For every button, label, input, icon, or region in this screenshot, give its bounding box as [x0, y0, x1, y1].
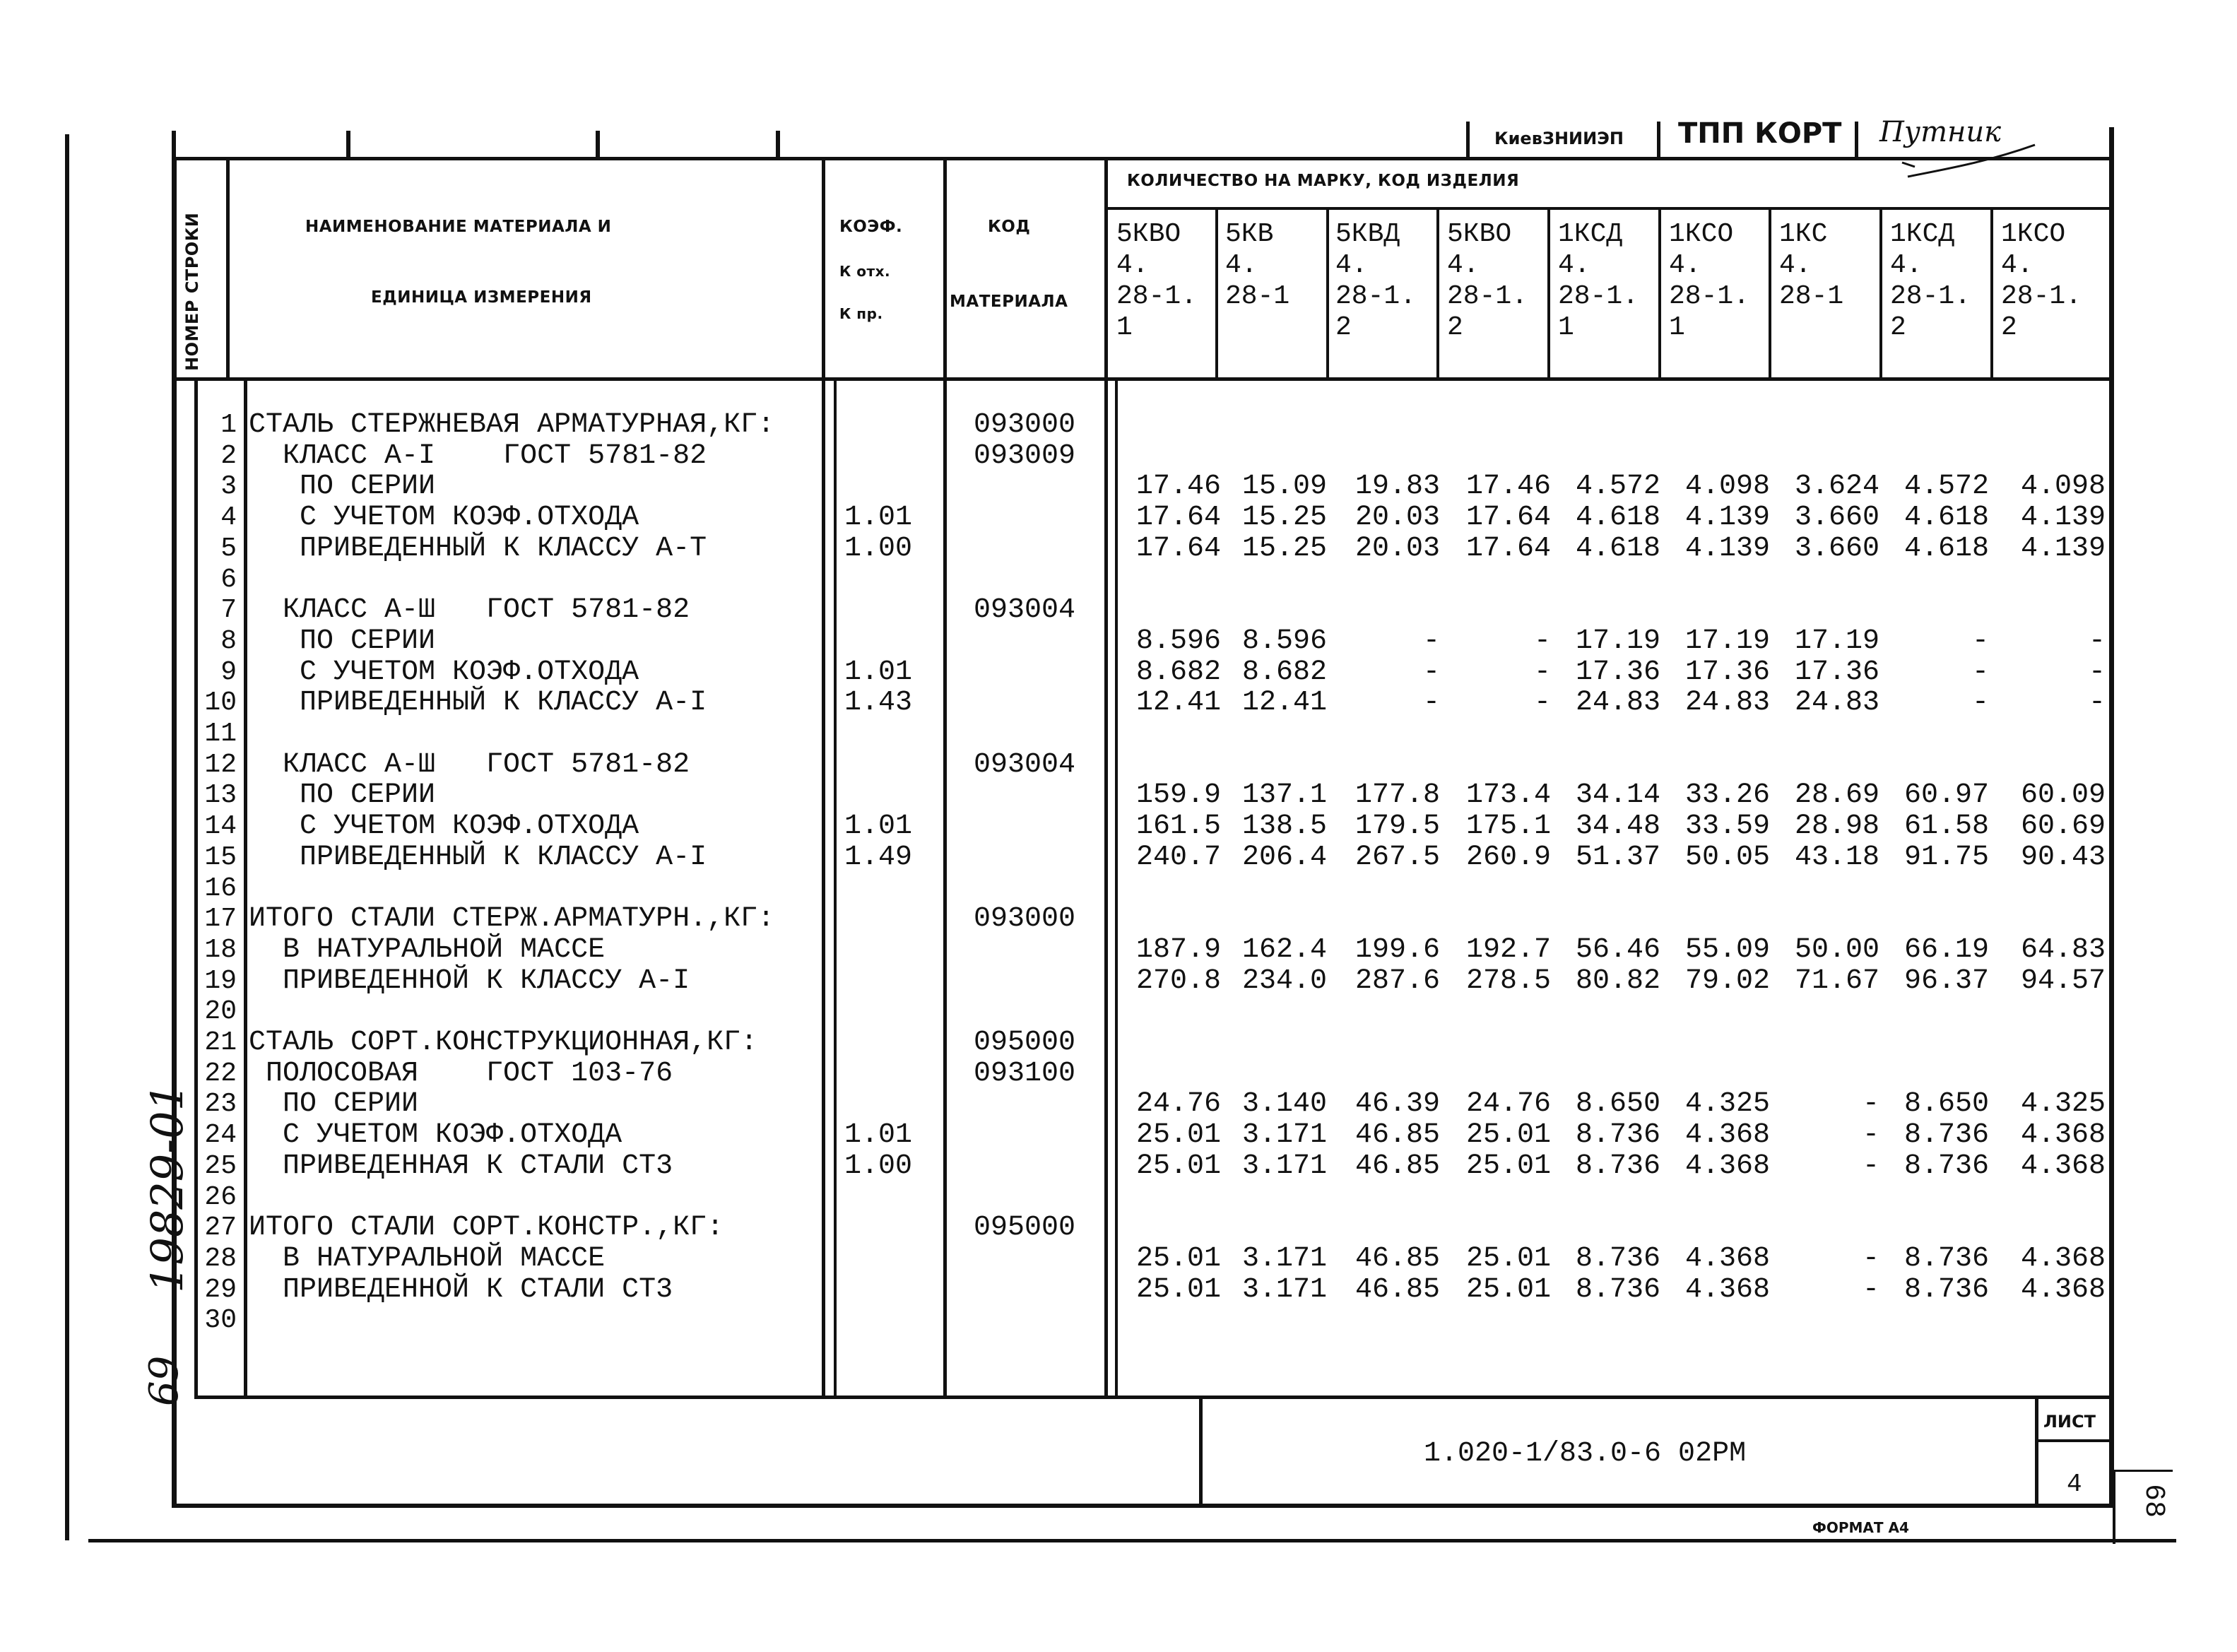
quantity-cell: 17.64: [1135, 502, 1221, 534]
material-name: С УЧЕТОМ КОЭФ.ОТХОДА: [249, 502, 639, 534]
material-name-header-1: НАИМЕНОВАНИЕ МАТЕРИАЛА И: [305, 218, 612, 236]
product-column-mark: 1КСД: [1558, 219, 1623, 249]
quantity-cell: 96.37: [1903, 964, 1989, 997]
row-number: 9: [220, 656, 237, 688]
quantity-cell: 71.67: [1794, 964, 1879, 997]
code-header-2: МАТЕРИАЛА: [950, 293, 1068, 311]
stamp-institute: КиевЗНИИЭП: [1494, 129, 1624, 148]
quantity-cell: 159.9: [1135, 779, 1221, 812]
quantity-cell: 25.01: [1465, 1242, 1551, 1275]
coef-value: 1.01: [844, 502, 913, 534]
quantity-cell: 15.25: [1241, 502, 1327, 534]
quantity-cell: -: [1862, 1273, 1879, 1306]
quantity-cell: 91.75: [1903, 841, 1989, 873]
quantity-cell: 25.01: [1465, 1119, 1551, 1152]
material-name: КЛАСС А-I ГОСТ 5781-82: [249, 439, 707, 472]
quantity-cell: 46.85: [1354, 1150, 1440, 1182]
quantity-cell: 24.83: [1794, 687, 1879, 719]
product-column-l4: 2: [1447, 312, 1463, 343]
quantity-cell: 4.368: [2020, 1150, 2106, 1182]
stamp-signature: Путник: [1879, 116, 2002, 148]
quantity-cell: -: [1862, 1150, 1879, 1182]
material-code: 093100: [974, 1057, 1076, 1090]
quantity-cell: 3.624: [1794, 471, 1879, 503]
material-name: КЛАСС А-Ш ГОСТ 5781-82: [249, 594, 690, 627]
quantity-cell: 3.171: [1241, 1242, 1327, 1275]
quantity-cell: 4.572: [1903, 471, 1989, 503]
product-column-l2: 4.: [1779, 250, 1812, 281]
quantity-cell: -: [1971, 687, 1989, 719]
quantity-cell: 17.64: [1465, 532, 1551, 565]
quantity-cell: 278.5: [1465, 964, 1551, 997]
material-name: С УЧЕТОМ КОЭФ.ОТХОДА: [249, 656, 639, 688]
quantity-cell: 17.36: [1684, 656, 1770, 688]
quantity-cell: 4.368: [1684, 1150, 1770, 1182]
coef-value: 1.01: [844, 656, 913, 688]
material-name: ИТОГО СТАЛИ СОРТ.КОНСТР.,КГ:: [249, 1212, 724, 1244]
product-column-l2: 4.: [1669, 250, 1701, 281]
product-column-l2: 4.: [1335, 250, 1368, 281]
code-header-1: КОД: [988, 218, 1031, 236]
quantity-cell: 46.85: [1354, 1119, 1440, 1152]
quantity-cell: -: [2088, 687, 2106, 719]
quantity-cell: 4.139: [2020, 532, 2106, 565]
quantity-cell: 3.140: [1241, 1088, 1327, 1121]
row-number: 24: [204, 1120, 237, 1151]
quantity-cell: 64.83: [2020, 933, 2106, 966]
material-name: ПО СЕРИИ: [249, 779, 436, 812]
quantity-cell: 4.139: [2020, 502, 2106, 534]
product-column-mark: 1КСД: [1890, 219, 1955, 249]
quantity-cell: -: [1422, 687, 1440, 719]
quantity-cell: 8.650: [1903, 1088, 1989, 1121]
quantity-cell: 206.4: [1241, 841, 1327, 873]
quantity-cell: 25.01: [1135, 1150, 1221, 1182]
material-code: 095000: [974, 1212, 1076, 1244]
quantity-cell: 8.736: [1575, 1150, 1660, 1182]
quantity-cell: 4.139: [1684, 502, 1770, 534]
row-number: 7: [220, 595, 237, 626]
quantity-cell: 3.171: [1241, 1150, 1327, 1182]
quantity-cell: 4.098: [2020, 471, 2106, 503]
quantity-cell: 15.09: [1241, 471, 1327, 503]
product-column-mark: 1КС: [1779, 219, 1828, 249]
row-number: 20: [204, 996, 237, 1027]
product-column-mark: 5КВД: [1335, 219, 1400, 249]
quantity-cell: 8.736: [1903, 1150, 1989, 1182]
quantity-cell: 267.5: [1354, 841, 1440, 873]
quantity-cell: 60.09: [2020, 779, 2106, 812]
row-number: 19: [204, 965, 237, 996]
material-name: ПО СЕРИИ: [249, 625, 436, 657]
product-column-l3: 28-1.: [1890, 281, 1971, 312]
coef-header-3: К пр.: [839, 305, 883, 322]
quantity-cell: -: [1971, 656, 1989, 688]
quantity-cell: 8.736: [1903, 1119, 1989, 1152]
material-code: 093004: [974, 594, 1076, 627]
quantity-cell: 8.736: [1903, 1242, 1989, 1275]
quantity-cell: 28.69: [1794, 779, 1879, 812]
row-number: 4: [220, 502, 237, 533]
quantity-cell: 187.9: [1135, 933, 1221, 966]
quantity-cell: 17.36: [1575, 656, 1660, 688]
row-number: 2: [220, 440, 237, 471]
format-label: ФОРМАТ А4: [1812, 1519, 1909, 1536]
quantity-cell: -: [1862, 1119, 1879, 1152]
quantity-cell: 28.98: [1794, 810, 1879, 843]
quantity-cell: 79.02: [1684, 964, 1770, 997]
quantity-cell: 260.9: [1465, 841, 1551, 873]
material-name: КЛАСС А-Ш ГОСТ 5781-82: [249, 748, 690, 781]
quantity-cell: 8.596: [1241, 625, 1327, 657]
row-number: 12: [204, 749, 237, 780]
product-column-l3: 28-1.: [1558, 281, 1639, 312]
quantity-cell: 61.58: [1903, 810, 1989, 843]
product-column-l3: 28-1.: [1116, 281, 1198, 312]
quantity-cell: 8.650: [1575, 1088, 1660, 1121]
material-code: 095000: [974, 1027, 1076, 1058]
quantity-cell: 4.618: [1575, 532, 1660, 565]
quantity-cell: 8.596: [1135, 625, 1221, 657]
corner-page: 68: [2137, 1484, 2169, 1518]
quantity-cell: 33.26: [1684, 779, 1770, 812]
sheet-number: 4: [2067, 1470, 2082, 1499]
product-column-l3: 28-1.: [1447, 281, 1528, 312]
product-column-l3: 28-1: [1779, 281, 1844, 312]
coef-value: 1.00: [844, 532, 913, 565]
quantity-cell: -: [2088, 625, 2106, 657]
product-column-l4: 1: [1558, 312, 1574, 343]
quantity-cell: 17.36: [1794, 656, 1879, 688]
row-number: 30: [204, 1305, 237, 1336]
quantity-cell: 17.46: [1465, 471, 1551, 503]
quantity-cell: 60.97: [1903, 779, 1989, 812]
quantity-cell: 17.19: [1684, 625, 1770, 657]
quantity-cell: 24.83: [1684, 687, 1770, 719]
designation: 1.020-1/83.0-6 02РМ: [1424, 1438, 1747, 1470]
quantity-cell: 175.1: [1465, 810, 1551, 843]
quantity-header: КОЛИЧЕСТВО НА МАРКУ, КОД ИЗДЕЛИЯ: [1127, 172, 1520, 190]
quantity-cell: 17.19: [1794, 625, 1879, 657]
quantity-cell: 33.59: [1684, 810, 1770, 843]
quantity-cell: 8.682: [1241, 656, 1327, 688]
quantity-cell: 3.660: [1794, 532, 1879, 565]
coef-value: 1.00: [844, 1150, 913, 1182]
quantity-cell: -: [1422, 625, 1440, 657]
material-name: СТАЛЬ СТЕРЖНЕВАЯ АРМАТУРНАЯ,КГ:: [249, 409, 775, 441]
coef-value: 1.01: [844, 1119, 913, 1152]
product-column-mark: 5КВО: [1116, 219, 1181, 249]
quantity-cell: 3.660: [1794, 502, 1879, 534]
quantity-cell: 55.09: [1684, 933, 1770, 966]
product-column-l3: 28-1: [1225, 281, 1290, 312]
quantity-cell: 240.7: [1135, 841, 1221, 873]
product-column-l3: 28-1.: [1335, 281, 1417, 312]
quantity-cell: 17.64: [1465, 502, 1551, 534]
coef-value: 1.43: [844, 687, 913, 719]
product-column-l4: 2: [1890, 312, 1906, 343]
quantity-cell: -: [1862, 1242, 1879, 1275]
material-code: 093004: [974, 748, 1076, 781]
row-number: 21: [204, 1027, 237, 1058]
quantity-cell: 34.14: [1575, 779, 1660, 812]
coef-header-2: К отх.: [839, 263, 891, 280]
material-name: ПО СЕРИИ: [249, 471, 436, 503]
row-number: 26: [204, 1181, 237, 1213]
material-code: 093000: [974, 409, 1076, 441]
quantity-cell: 25.01: [1465, 1273, 1551, 1306]
quantity-cell: 4.325: [2020, 1088, 2106, 1121]
quantity-cell: 25.01: [1135, 1119, 1221, 1152]
product-column-l2: 4.: [1558, 250, 1590, 281]
quantity-cell: 177.8: [1354, 779, 1440, 812]
quantity-cell: 50.00: [1794, 933, 1879, 966]
row-number: 17: [204, 904, 237, 935]
quantity-cell: 4.368: [2020, 1242, 2106, 1275]
material-name: ПРИВЕДЕННЫЙ К КЛАССУ А-I: [249, 687, 707, 719]
row-number: 3: [220, 471, 237, 502]
quantity-cell: 24.83: [1575, 687, 1660, 719]
product-column-l2: 4.: [1116, 250, 1149, 281]
product-column-l4: 2: [1335, 312, 1352, 343]
quantity-cell: 25.01: [1135, 1273, 1221, 1306]
quantity-cell: 4.618: [1903, 502, 1989, 534]
material-name: В НАТУРАЛЬНОЙ МАССЕ: [249, 933, 606, 966]
material-name: ПРИВЕДЕННЫЙ К КЛАССУ А-Т: [249, 532, 707, 565]
quantity-cell: 4.139: [1684, 532, 1770, 565]
quantity-cell: -: [1533, 687, 1551, 719]
quantity-cell: 4.098: [1684, 471, 1770, 503]
material-name-header-2: ЕДИНИЦА ИЗМЕРЕНИЯ: [371, 288, 592, 307]
product-column-l2: 4.: [1890, 250, 1923, 281]
quantity-cell: -: [1533, 625, 1551, 657]
quantity-cell: 12.41: [1135, 687, 1221, 719]
quantity-cell: 56.46: [1575, 933, 1660, 966]
quantity-cell: 66.19: [1903, 933, 1989, 966]
quantity-cell: 15.25: [1241, 532, 1327, 565]
quantity-cell: 4.325: [1684, 1088, 1770, 1121]
quantity-cell: 4.618: [1575, 502, 1660, 534]
quantity-cell: 4.368: [1684, 1242, 1770, 1275]
quantity-cell: 234.0: [1241, 964, 1327, 997]
row-number: 15: [204, 842, 237, 873]
quantity-cell: 20.03: [1354, 502, 1440, 534]
quantity-cell: 3.171: [1241, 1273, 1327, 1306]
quantity-cell: 17.64: [1135, 532, 1221, 565]
material-name: СТАЛЬ СОРТ.КОНСТРУКЦИОННАЯ,КГ:: [249, 1027, 758, 1058]
row-number-header: НОМЕР СТРОКИ: [182, 212, 202, 371]
row-number: 8: [220, 625, 237, 656]
row-number: 25: [204, 1150, 237, 1181]
product-column-mark: 1КСО: [2001, 219, 2066, 249]
quantity-cell: 25.01: [1465, 1150, 1551, 1182]
quantity-cell: 161.5: [1135, 810, 1221, 843]
product-column-l2: 4.: [2001, 250, 2034, 281]
quantity-cell: 24.76: [1135, 1088, 1221, 1121]
quantity-cell: 51.37: [1575, 841, 1660, 873]
side-code: 19829-01: [141, 1082, 193, 1293]
coef-header-1: КОЭФ.: [839, 218, 903, 236]
quantity-cell: 137.1: [1241, 779, 1327, 812]
product-column-l3: 28-1.: [2001, 281, 2082, 312]
sheet-label: ЛИСТ: [2043, 1412, 2096, 1432]
row-number: 5: [220, 533, 237, 564]
quantity-cell: 50.05: [1684, 841, 1770, 873]
quantity-cell: 4.368: [2020, 1273, 2106, 1306]
coef-value: 1.01: [844, 810, 913, 843]
material-name: С УЧЕТОМ КОЭФ.ОТХОДА: [249, 810, 639, 843]
material-code: 093009: [974, 439, 1076, 472]
material-name: ПОЛОСОВАЯ ГОСТ 103-76: [249, 1057, 673, 1090]
quantity-cell: 12.41: [1241, 687, 1327, 719]
quantity-cell: 17.19: [1575, 625, 1660, 657]
quantity-cell: 43.18: [1794, 841, 1879, 873]
stamp-tip: ТПП КОРТ: [1678, 117, 1842, 150]
quantity-cell: 17.46: [1135, 471, 1221, 503]
quantity-cell: 3.171: [1241, 1119, 1327, 1152]
quantity-cell: 19.83: [1354, 471, 1440, 503]
product-column-mark: 5КВО: [1447, 219, 1512, 249]
row-number: 27: [204, 1213, 237, 1244]
quantity-cell: 24.76: [1465, 1088, 1551, 1121]
row-number: 6: [220, 564, 237, 595]
product-column-l4: 1: [1669, 312, 1685, 343]
product-column-mark: 1КСО: [1669, 219, 1734, 249]
quantity-cell: -: [1971, 625, 1989, 657]
material-name: С УЧЕТОМ КОЭФ.ОТХОДА: [249, 1119, 622, 1152]
material-name: ИТОГО СТАЛИ СТЕРЖ.АРМАТУРН.,КГ:: [249, 903, 775, 936]
quantity-cell: 173.4: [1465, 779, 1551, 812]
row-number: 29: [204, 1274, 237, 1305]
row-number: 1: [220, 410, 237, 440]
quantity-cell: 46.85: [1354, 1273, 1440, 1306]
quantity-cell: 162.4: [1241, 933, 1327, 966]
quantity-cell: 192.7: [1465, 933, 1551, 966]
quantity-cell: -: [1422, 656, 1440, 688]
row-number: 10: [204, 688, 237, 719]
quantity-cell: 60.69: [2020, 810, 2106, 843]
row-number: 28: [204, 1243, 237, 1274]
quantity-cell: 138.5: [1241, 810, 1327, 843]
product-column-l4: 2: [2001, 312, 2017, 343]
row-number: 23: [204, 1089, 237, 1120]
quantity-cell: 8.736: [1575, 1242, 1660, 1275]
product-column-l2: 4.: [1447, 250, 1480, 281]
quantity-cell: 270.8: [1135, 964, 1221, 997]
quantity-cell: 90.43: [2020, 841, 2106, 873]
material-name: ПРИВЕДЕННОЙ К КЛАССУ А-I: [249, 964, 690, 997]
quantity-cell: 80.82: [1575, 964, 1660, 997]
row-number: 13: [204, 780, 237, 811]
material-name: ПРИВЕДЕННЫЙ К КЛАССУ А-I: [249, 841, 707, 873]
material-name: ПРИВЕДЕННОЙ К СТАЛИ СТ3: [249, 1273, 673, 1306]
quantity-cell: 179.5: [1354, 810, 1440, 843]
quantity-cell: 94.57: [2020, 964, 2106, 997]
quantity-cell: 4.618: [1903, 532, 1989, 565]
quantity-cell: 46.39: [1354, 1088, 1440, 1121]
quantity-cell: 4.572: [1575, 471, 1660, 503]
material-name: ПРИВЕДЕННАЯ К СТАЛИ СТ3: [249, 1150, 673, 1182]
row-number: 11: [204, 719, 237, 749]
quantity-cell: -: [1862, 1088, 1879, 1121]
quantity-cell: 4.368: [2020, 1119, 2106, 1152]
side-page: 69: [141, 1355, 187, 1406]
signature-stroke: [1901, 141, 2042, 184]
quantity-cell: 8.736: [1575, 1119, 1660, 1152]
quantity-cell: -: [2088, 656, 2106, 688]
material-code: 093000: [974, 903, 1076, 936]
product-column-l3: 28-1.: [1669, 281, 1750, 312]
quantity-cell: 34.48: [1575, 810, 1660, 843]
quantity-cell: 4.368: [1684, 1119, 1770, 1152]
quantity-cell: 20.03: [1354, 532, 1440, 565]
quantity-cell: 8.736: [1903, 1273, 1989, 1306]
quantity-cell: 8.682: [1135, 656, 1221, 688]
row-number: 18: [204, 934, 237, 965]
quantity-cell: 46.85: [1354, 1242, 1440, 1275]
row-number: 22: [204, 1058, 237, 1089]
coef-value: 1.49: [844, 841, 913, 873]
quantity-cell: 25.01: [1135, 1242, 1221, 1275]
quantity-cell: -: [1533, 656, 1551, 688]
product-column-l4: 1: [1116, 312, 1133, 343]
quantity-cell: 287.6: [1354, 964, 1440, 997]
material-name: ПО СЕРИИ: [249, 1088, 419, 1121]
row-number: 14: [204, 811, 237, 842]
material-name: В НАТУРАЛЬНОЙ МАССЕ: [249, 1242, 606, 1275]
quantity-cell: 199.6: [1354, 933, 1440, 966]
row-number: 16: [204, 873, 237, 904]
product-column-mark: 5КВ: [1225, 219, 1274, 249]
quantity-cell: 8.736: [1575, 1273, 1660, 1306]
quantity-cell: 4.368: [1684, 1273, 1770, 1306]
product-column-l2: 4.: [1225, 250, 1258, 281]
